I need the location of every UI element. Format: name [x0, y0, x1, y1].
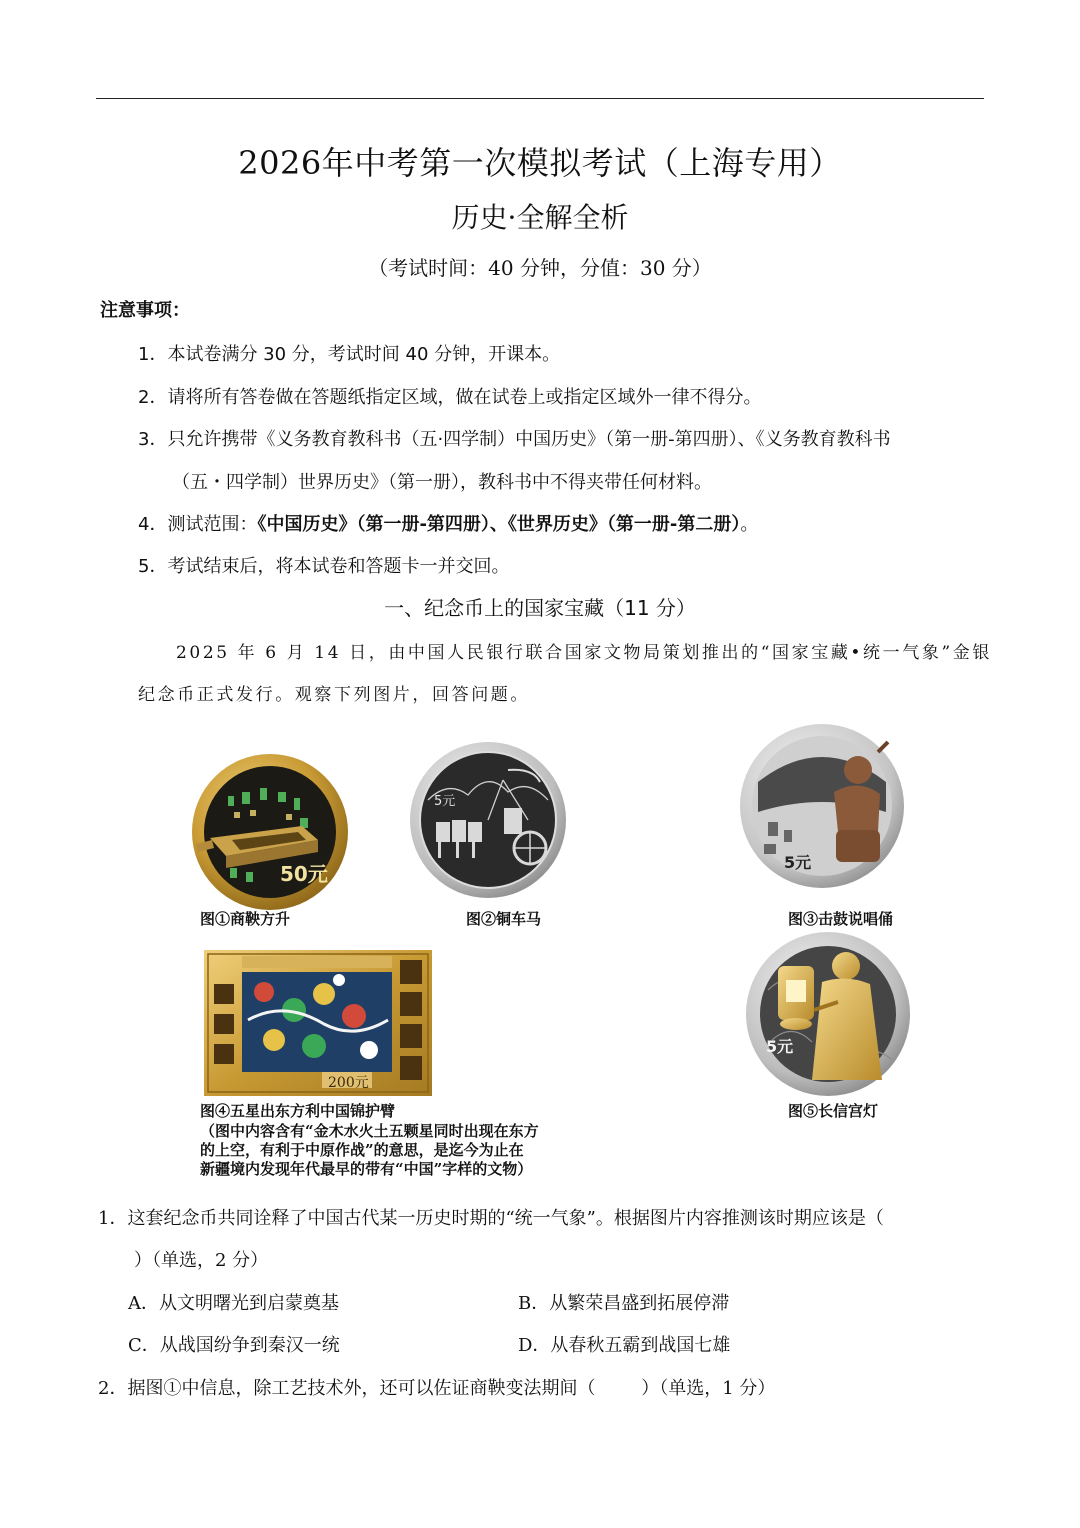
coin-shang-yang-measure-image	[190, 752, 350, 912]
notice-item-1: 1．本试卷满分 30 分，考试时间 40 分钟，开课本。	[138, 344, 561, 365]
exam-title: 2026年中考第一次模拟考试（上海专用）	[238, 144, 842, 182]
coin4-denomination: 200元	[328, 1075, 369, 1091]
coin2-caption: 图②铜车马	[466, 910, 542, 928]
question-1-option-d[interactable]: D．从春秋五霸到战国七雄	[518, 1335, 731, 1356]
coin4-note-line1: （图中内容含有“金木水火土五颗星同时出现在东方	[200, 1122, 539, 1140]
question-1-line1: 1．这套纪念币共同诠释了中国古代某一历史时期的“统一气象”。根据图片内容推测该时期应该是（	[98, 1208, 884, 1229]
question-2: 2．据图①中信息，除工艺技术外，还可以佐证商鞅变法期间（ ）（单选，1 分）	[98, 1378, 776, 1399]
top-rule	[96, 98, 984, 99]
notice-item-4-suffix: 。	[740, 514, 759, 535]
coin5-caption: 图⑤长信宫灯	[788, 1102, 879, 1120]
notice-item-3-line2: （五・四学制）世界历史》（第一册），教科书中不得夹带任何材料。	[172, 472, 712, 493]
coin4-caption: 图④五星出东方利中国锦护臂	[200, 1102, 396, 1120]
question-1-option-c[interactable]: C．从战国纷争到秦汉一统	[128, 1335, 340, 1356]
notice-item-3-line1: 3．只允许携带《义务教育教科书（五·四学制）中国历史》（第一册-第四册）、《义务教育教科书	[138, 429, 891, 450]
question-1-option-b[interactable]: B．从繁荣昌盛到拓展停滞	[518, 1293, 730, 1314]
coin4-note-line3: 新疆境内发现年代最早的带有“中国”字样的文物）	[200, 1160, 533, 1178]
notice-item-4-prefix: 4．测试范围：	[138, 514, 258, 535]
notice-item-2: 2．请将所有答卷做在答题纸指定区域，做在试卷上或指定区域外一律不得分。	[138, 387, 762, 408]
notice-item-5: 5．考试结束后，将本试卷和答题卡一并交回。	[138, 556, 510, 577]
exam-subtitle: 历史·全解全析	[451, 201, 629, 234]
section-title: 一、纪念币上的国家宝藏（11 分）	[384, 596, 696, 620]
coin3-caption: 图③击鼓说唱俑	[788, 910, 894, 928]
coin2-denomination: 5元	[434, 794, 456, 809]
intro-line-2: 纪念币正式发行。观察下列图片，回答问题。	[138, 685, 530, 705]
question-1-line2: ）（单选，2 分）	[134, 1250, 269, 1271]
coin-changxin-lamp-image	[742, 930, 914, 1098]
coin3-denomination: 5元	[784, 853, 812, 872]
coin5-denomination: 5元	[766, 1037, 794, 1056]
exam-info: （考试时间：40 分钟，分值：30 分）	[368, 256, 712, 280]
notice-item-4-scope: 《中国历史》（第一册-第四册）、《世界历史》（第一册-第二册）	[257, 514, 741, 535]
intro-line-1: 2025 年 6 月 14 日，由中国人民银行联合国家文物局策划推出的“国家宝藏•统一气象”金银	[176, 643, 992, 663]
coin-five-stars-brocade-image	[204, 950, 432, 1096]
question-1-option-a[interactable]: A．从文明曙光到启蒙奠基	[128, 1293, 339, 1314]
coin-bronze-chariot-image	[408, 740, 568, 900]
coin-drum-storyteller-image	[738, 722, 906, 890]
coin1-caption: 图①商鞅方升	[200, 910, 291, 928]
notice-item-4	[138, 510, 758, 536]
notice-heading: 注意事项：	[100, 300, 190, 321]
coin1-denomination: 50元	[280, 862, 328, 886]
coin4-note-line2: 的上空，有利于中原作战”的意思，是迄今为止在	[200, 1141, 524, 1159]
